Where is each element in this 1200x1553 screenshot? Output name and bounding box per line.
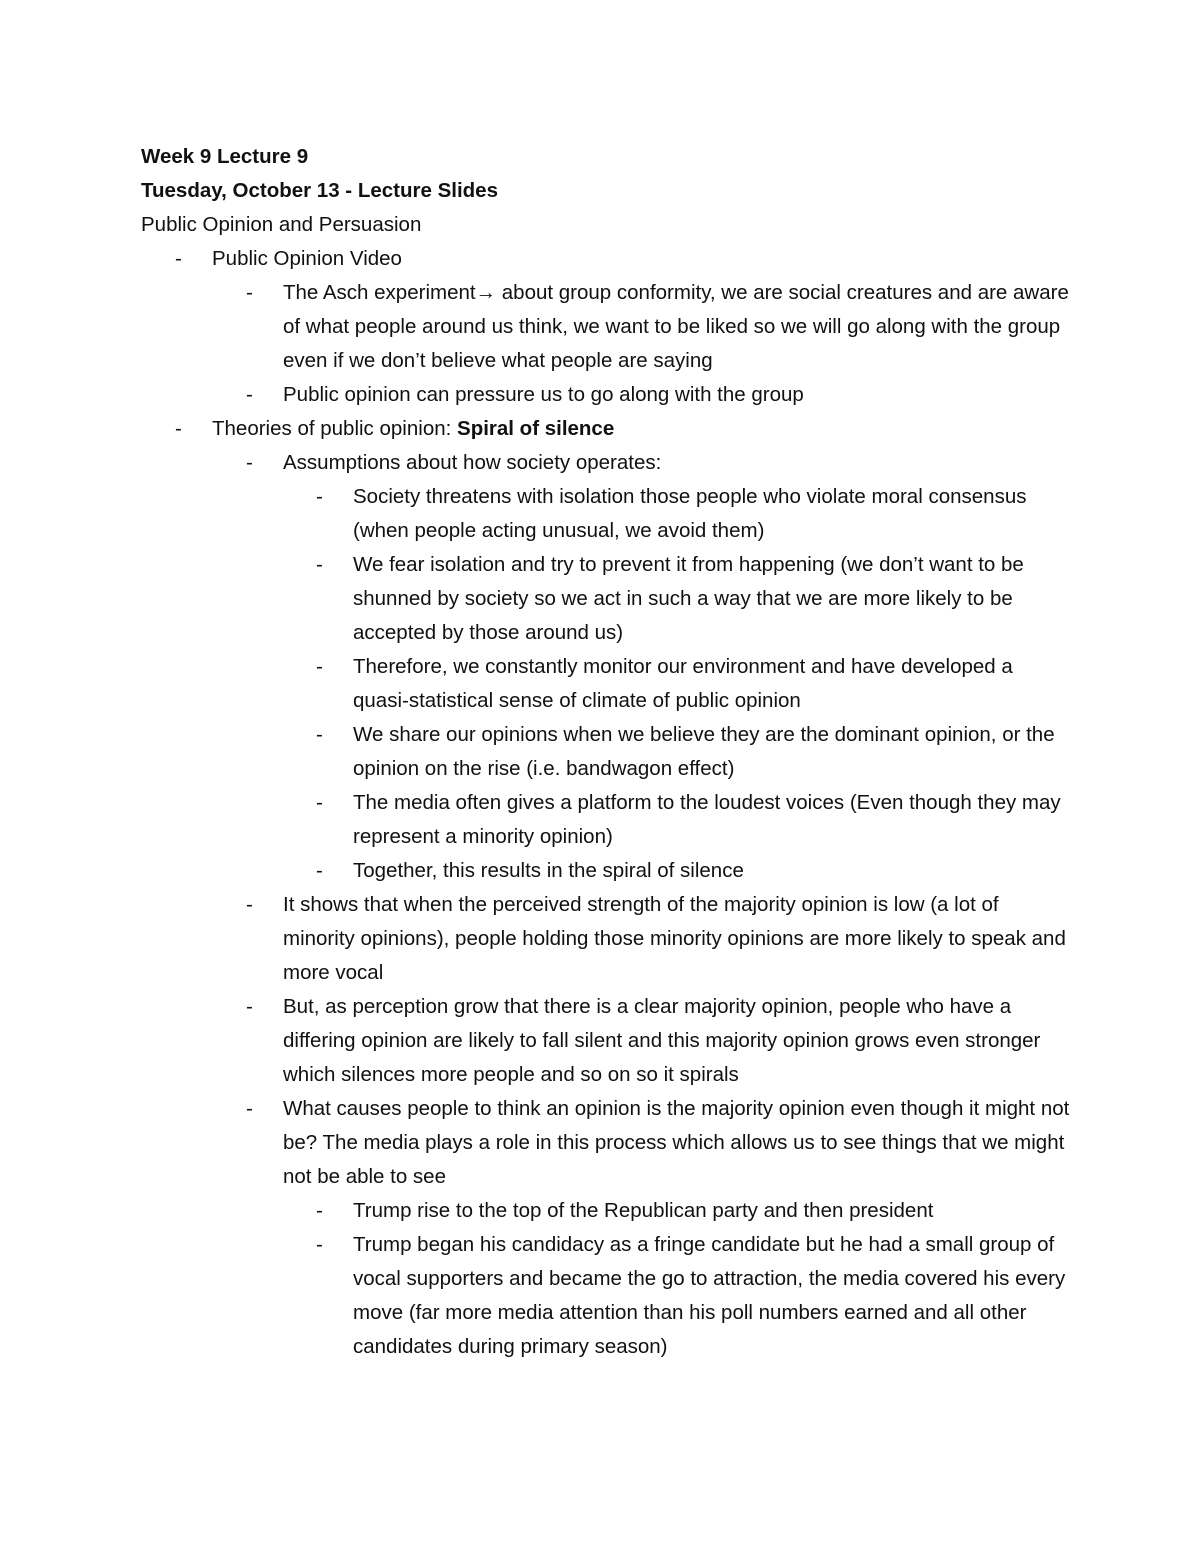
- list-dash: -: [246, 383, 253, 406]
- list-dash: -: [246, 451, 253, 474]
- list-dash: -: [175, 247, 182, 270]
- list-item: [316, 650, 1073, 718]
- outline-level-3: [283, 1194, 1073, 1364]
- list-item: [316, 786, 1073, 854]
- list-dash: -: [316, 723, 323, 746]
- list-item-text: Together, this results in the spiral of silence: [353, 859, 744, 882]
- list-item: [316, 480, 1073, 548]
- list-item: [246, 276, 1073, 378]
- list-dash: -: [316, 859, 323, 882]
- list-dash: -: [246, 1097, 253, 1120]
- list-item-text: Assumptions about how society operates:: [283, 451, 662, 474]
- list-dash: -: [316, 553, 323, 576]
- list-item: [246, 1092, 1073, 1364]
- list-item-text: Trump began his candidacy as a fringe candidate but he had a small group of vocal supporters and became the go to attraction, the media covered his every move (far more media attention than his poll numbers earned and all other candidates during primary season): [353, 1233, 1066, 1358]
- outline-level-3: [283, 480, 1073, 888]
- list-item-text: Society threatens with isolation those people who violate moral consensus (when people acting unusual, we avoid them): [353, 485, 1027, 542]
- list-item: [316, 1228, 1073, 1364]
- list-item-text: We fear isolation and try to prevent it from happening (we don’t want to be shunned by society so we act in such a way that we are more likely to be accepted by those around us): [353, 553, 1024, 644]
- list-item-text: Public opinion can pressure us to go along with the group: [283, 383, 804, 406]
- list-dash: -: [316, 1233, 323, 1256]
- list-dash: -: [246, 281, 253, 304]
- list-item: [246, 378, 1073, 412]
- list-item-text: The Asch experiment→ about group conformity, we are social creatures and are aware of what people around us think, we want to be liked so we will go along with the group even if we don’t believe what people are saying: [283, 281, 1069, 372]
- list-dash: -: [316, 1199, 323, 1222]
- theory-name: Spiral of silence: [457, 417, 615, 440]
- list-item-text: What causes people to think an opinion is the majority opinion even though it might not be? The media plays a role in this process which allows us to see things that we might not be able to see: [283, 1097, 1070, 1188]
- list-dash: -: [246, 995, 253, 1018]
- list-item-text: Trump rise to the top of the Republican party and then president: [353, 1199, 934, 1222]
- list-item: [246, 990, 1073, 1092]
- list-item-text: Therefore, we constantly monitor our environment and have developed a quasi-statistical sense of climate of public opinion: [353, 655, 1013, 712]
- list-item: [316, 1194, 1073, 1228]
- list-item-text: [212, 412, 1072, 446]
- outline-level-1: [141, 242, 1071, 1364]
- list-dash: -: [316, 655, 323, 678]
- list-item-text: It shows that when the perceived strength of the majority opinion is low (a lot of minority opinions), people holding those minority opinions are more likely to speak and more vocal: [283, 893, 1066, 984]
- list-dash: -: [246, 893, 253, 916]
- outline-level-2: [212, 276, 1072, 412]
- list-item: [316, 718, 1073, 786]
- document-body: [141, 140, 1071, 1364]
- theory-label: Theories of public opinion:: [212, 417, 458, 440]
- list-item: [246, 888, 1073, 990]
- list-item: [175, 242, 1072, 412]
- lecture-title: Week 9 Lecture 9: [141, 145, 309, 168]
- list-item: [316, 548, 1073, 650]
- outline-level-2: [212, 446, 1072, 1364]
- list-item-text: But, as perception grow that there is a clear majority opinion, people who have a differing opinion are likely to fall silent and this majority opinion grows even stronger which silences more people and so on so it spirals: [283, 995, 1041, 1086]
- list-dash: -: [175, 417, 182, 440]
- list-dash: -: [316, 791, 323, 814]
- lecture-date: Tuesday, October 13 - Lecture Slides: [141, 179, 498, 202]
- list-item: [246, 446, 1073, 888]
- list-item: [316, 854, 1073, 888]
- list-dash: -: [316, 485, 323, 508]
- list-item: [175, 412, 1072, 1364]
- section-heading: Public Opinion and Persuasion: [141, 213, 422, 236]
- list-item-text: The media often gives a platform to the loudest voices (Even though they may represent a minority opinion): [353, 791, 1061, 848]
- list-item-text: Public Opinion Video: [212, 247, 402, 270]
- list-item-text: We share our opinions when we believe they are the dominant opinion, or the opinion on the rise (i.e. bandwagon effect): [353, 723, 1055, 780]
